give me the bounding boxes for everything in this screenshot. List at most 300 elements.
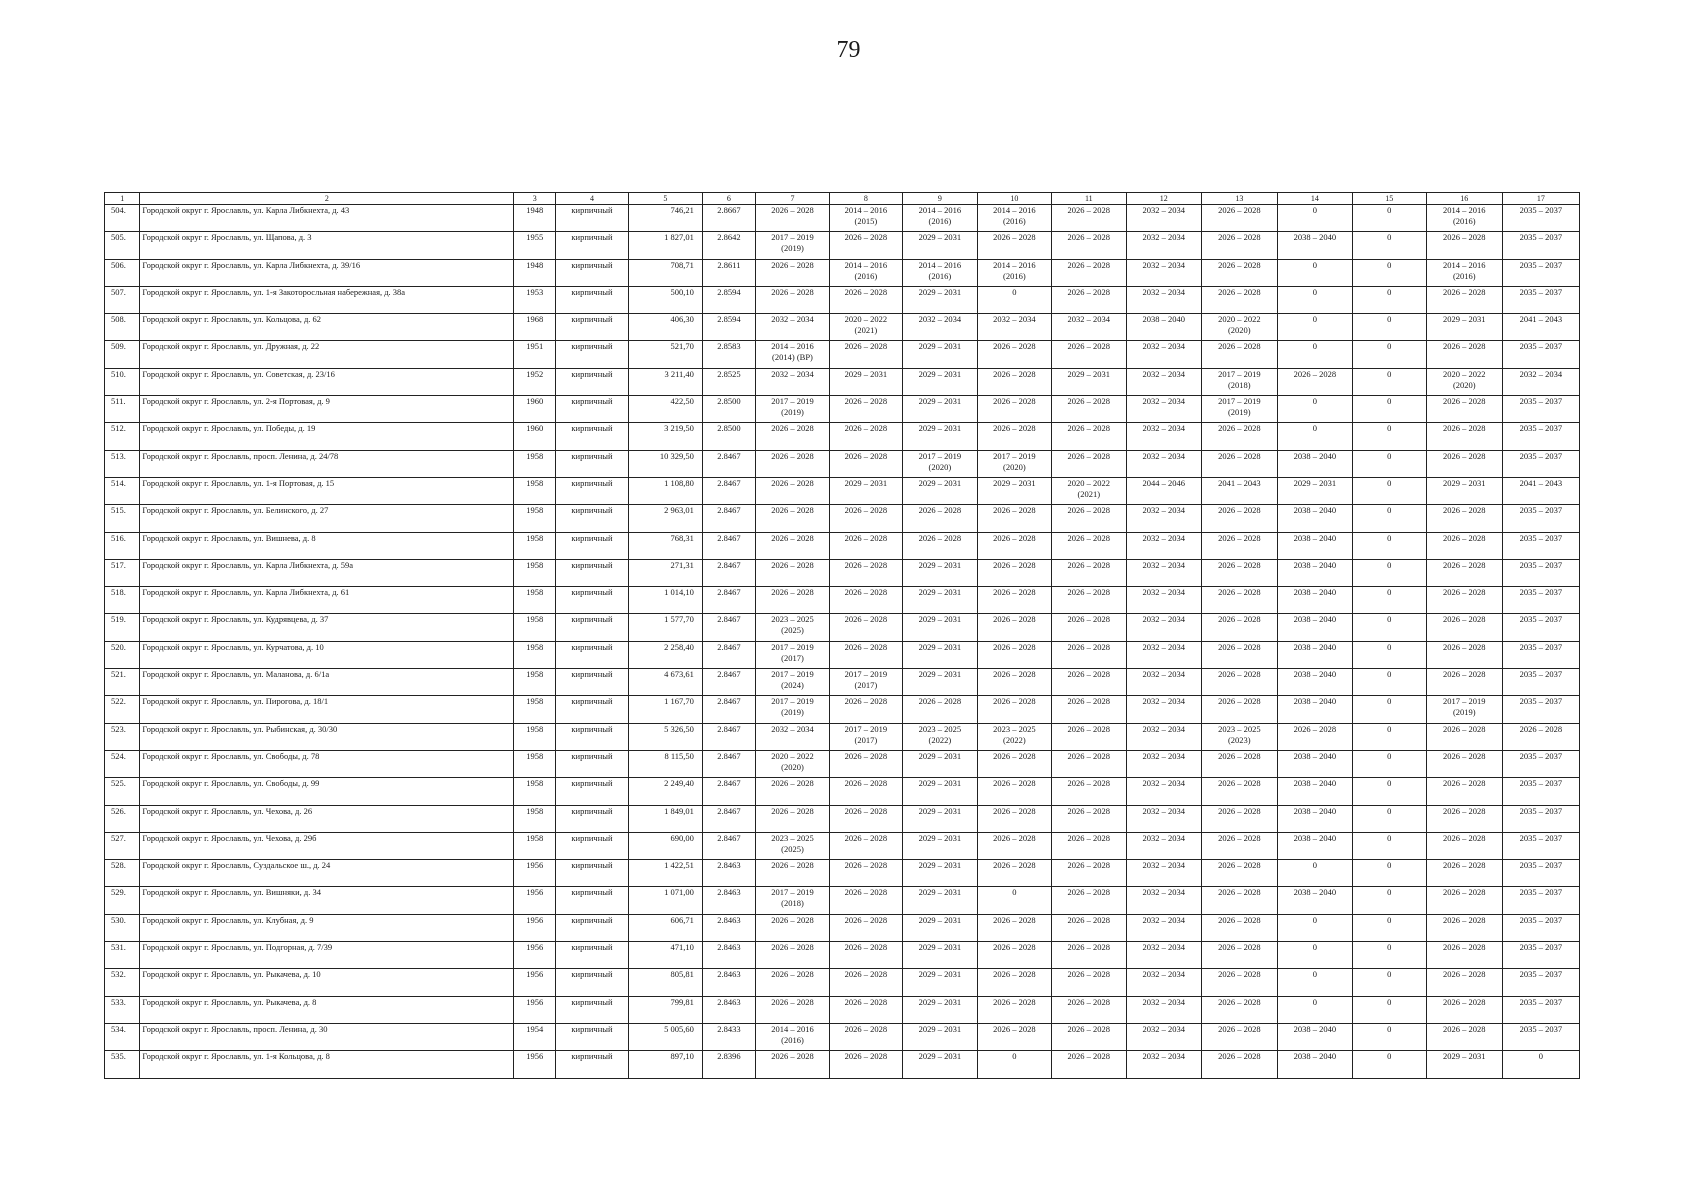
table-cell: 0 bbox=[1352, 1023, 1426, 1050]
table-cell: 2.8467 bbox=[702, 559, 755, 586]
table-cell: 2020 – 2022 (2020) bbox=[755, 750, 829, 777]
table-cell: 2038 – 2040 bbox=[1277, 532, 1352, 559]
column-number-15: 15 bbox=[1352, 193, 1426, 205]
table-cell: 2 249,40 bbox=[628, 778, 702, 805]
table-cell: 2.8594 bbox=[702, 286, 755, 313]
table-cell: кирпичный bbox=[556, 505, 629, 532]
table-cell: 2029 – 2031 bbox=[902, 1051, 977, 1078]
table-row bbox=[105, 614, 1580, 641]
table-row bbox=[105, 368, 1580, 395]
table-cell: 2026 – 2028 bbox=[977, 669, 1051, 696]
table-cell: кирпичный bbox=[556, 860, 629, 887]
table-cell: 2.8467 bbox=[702, 614, 755, 641]
table-cell: 2026 – 2028 bbox=[1426, 860, 1502, 887]
table-cell: 2032 – 2034 bbox=[1126, 1023, 1201, 1050]
table-cell: 2032 – 2034 bbox=[1126, 641, 1201, 668]
table-cell: 2035 – 2037 bbox=[1502, 778, 1579, 805]
table-cell: 2014 – 2016 (2016) bbox=[755, 1023, 829, 1050]
table-cell: 2026 – 2028 bbox=[977, 641, 1051, 668]
table-cell: Городской округ г. Ярославль, ул. 1-я Кольцова, д. 8 bbox=[140, 1051, 514, 1078]
table-cell: 2038 – 2040 bbox=[1277, 805, 1352, 832]
table-cell: 2026 – 2028 bbox=[1426, 805, 1502, 832]
table-cell: 2032 – 2034 bbox=[1126, 942, 1201, 969]
table-cell: 2026 – 2028 bbox=[829, 396, 902, 423]
table-cell: 1956 bbox=[514, 860, 556, 887]
table-cell: 2035 – 2037 bbox=[1502, 505, 1579, 532]
table-cell: 1 422,51 bbox=[628, 860, 702, 887]
table-cell: 2032 – 2034 bbox=[1126, 696, 1201, 723]
table-cell: 2035 – 2037 bbox=[1502, 942, 1579, 969]
table-cell: 2026 – 2028 bbox=[1051, 1051, 1126, 1078]
table-cell: 2029 – 2031 bbox=[902, 232, 977, 259]
table-row bbox=[105, 259, 1580, 286]
table-cell: Городской округ г. Ярославль, ул. 1-я Портовая, д. 15 bbox=[140, 477, 514, 504]
table-row bbox=[105, 860, 1580, 887]
table-cell: кирпичный bbox=[556, 477, 629, 504]
table-cell: 2026 – 2028 bbox=[1051, 778, 1126, 805]
table-cell: 2026 – 2028 bbox=[1051, 723, 1126, 750]
table-cell: 2026 – 2028 bbox=[1051, 860, 1126, 887]
table-cell: 2026 – 2028 bbox=[1426, 587, 1502, 614]
table-cell: 531. bbox=[105, 942, 140, 969]
table-cell: 0 bbox=[1352, 996, 1426, 1023]
table-cell: 0 bbox=[1277, 286, 1352, 313]
table-cell: 1958 bbox=[514, 750, 556, 777]
table-cell: 897,10 bbox=[628, 1051, 702, 1078]
table-cell: Городской округ г. Ярославль, ул. Пирогова, д. 18/1 bbox=[140, 696, 514, 723]
table-cell: 2014 – 2016 (2016) bbox=[977, 259, 1051, 286]
table-cell: 2032 – 2034 bbox=[755, 314, 829, 341]
table-cell: 2035 – 2037 bbox=[1502, 341, 1579, 368]
table-cell: 1958 bbox=[514, 778, 556, 805]
column-number-3: 3 bbox=[514, 193, 556, 205]
table-cell: 1 071,00 bbox=[628, 887, 702, 914]
table-cell: 2026 – 2028 bbox=[829, 423, 902, 450]
table-cell: 2035 – 2037 bbox=[1502, 887, 1579, 914]
table-cell: 506. bbox=[105, 259, 140, 286]
table-cell: Городской округ г. Ярославль, ул. Дружная, д. 22 bbox=[140, 341, 514, 368]
table-cell: 1958 bbox=[514, 587, 556, 614]
table-row bbox=[105, 832, 1580, 859]
table-cell: 526. bbox=[105, 805, 140, 832]
table-cell: 2038 – 2040 bbox=[1277, 778, 1352, 805]
table-cell: 1952 bbox=[514, 368, 556, 395]
table-cell: 524. bbox=[105, 750, 140, 777]
table-cell: 2026 – 2028 bbox=[1051, 669, 1126, 696]
table-cell: 1951 bbox=[514, 341, 556, 368]
table-cell: 1 577,70 bbox=[628, 614, 702, 641]
table-cell: 2026 – 2028 bbox=[1051, 259, 1126, 286]
column-number-4: 4 bbox=[556, 193, 629, 205]
table-cell: 2026 – 2028 bbox=[1201, 860, 1277, 887]
table-cell: 2020 – 2022 (2021) bbox=[829, 314, 902, 341]
table-cell: 2017 – 2019 (2017) bbox=[755, 641, 829, 668]
table-cell: 2.8525 bbox=[702, 368, 755, 395]
table-cell: 0 bbox=[1352, 205, 1426, 232]
table-cell: 2029 – 2031 bbox=[902, 396, 977, 423]
table-cell: 2026 – 2028 bbox=[977, 942, 1051, 969]
table-row bbox=[105, 423, 1580, 450]
table-cell: 0 bbox=[977, 887, 1051, 914]
table-cell: 1 108,80 bbox=[628, 477, 702, 504]
table-cell: 2026 – 2028 bbox=[1426, 614, 1502, 641]
table-cell: 2032 – 2034 bbox=[1126, 860, 1201, 887]
table-cell: 2026 – 2028 bbox=[829, 832, 902, 859]
table-cell: 2026 – 2028 bbox=[902, 505, 977, 532]
table-row bbox=[105, 286, 1580, 313]
table-cell: 512. bbox=[105, 423, 140, 450]
column-number-17: 17 bbox=[1502, 193, 1579, 205]
table-cell: 2026 – 2028 bbox=[977, 969, 1051, 996]
column-number-13: 13 bbox=[1201, 193, 1277, 205]
table-cell: 2032 – 2034 bbox=[1126, 423, 1201, 450]
table-cell: Городской округ г. Ярославль, ул. Карла Либкнехта, д. 61 bbox=[140, 587, 514, 614]
table-cell: 2026 – 2028 bbox=[1426, 669, 1502, 696]
table-cell: 0 bbox=[1352, 641, 1426, 668]
table-cell: 2.8467 bbox=[702, 641, 755, 668]
table-cell: 10 329,50 bbox=[628, 450, 702, 477]
table-row bbox=[105, 1023, 1580, 1050]
table-cell: 2026 – 2028 bbox=[1426, 887, 1502, 914]
table-cell: 1954 bbox=[514, 1023, 556, 1050]
table-cell: 2026 – 2028 bbox=[1051, 996, 1126, 1023]
table-cell: 1956 bbox=[514, 969, 556, 996]
table-row bbox=[105, 750, 1580, 777]
table-cell: 2026 – 2028 bbox=[755, 559, 829, 586]
table-cell: 746,21 bbox=[628, 205, 702, 232]
table-cell: Городской округ г. Ярославль, ул. Курчатова, д. 10 bbox=[140, 641, 514, 668]
table-cell: 2014 – 2016 (2016) bbox=[829, 259, 902, 286]
table-cell: 2032 – 2034 bbox=[1502, 368, 1579, 395]
column-number-12: 12 bbox=[1126, 193, 1201, 205]
table-cell: 2026 – 2028 bbox=[977, 750, 1051, 777]
table-cell: 1960 bbox=[514, 423, 556, 450]
table-cell: 2029 – 2031 bbox=[902, 750, 977, 777]
table-cell: кирпичный bbox=[556, 341, 629, 368]
table-cell: 0 bbox=[1352, 559, 1426, 586]
table-cell: 0 bbox=[1277, 259, 1352, 286]
table-cell: 2026 – 2028 bbox=[1201, 750, 1277, 777]
table-cell: 2038 – 2040 bbox=[1277, 232, 1352, 259]
column-number-1: 1 bbox=[105, 193, 140, 205]
page-number: 79 bbox=[836, 37, 861, 63]
table-cell: 2026 – 2028 bbox=[1051, 887, 1126, 914]
table-row bbox=[105, 723, 1580, 750]
table-row bbox=[105, 477, 1580, 504]
table-cell: 768,31 bbox=[628, 532, 702, 559]
table-cell: 2.8467 bbox=[702, 450, 755, 477]
table-cell: 2017 – 2019 (2018) bbox=[755, 887, 829, 914]
column-number-5: 5 bbox=[628, 193, 702, 205]
table-cell: 2.8433 bbox=[702, 1023, 755, 1050]
table-cell: 2035 – 2037 bbox=[1502, 286, 1579, 313]
table-cell: 0 bbox=[1352, 723, 1426, 750]
table-cell: 2026 – 2028 bbox=[1201, 505, 1277, 532]
table-cell: 2026 – 2028 bbox=[1201, 969, 1277, 996]
table-cell: 2026 – 2028 bbox=[977, 832, 1051, 859]
table-cell: 2032 – 2034 bbox=[977, 314, 1051, 341]
table-cell: 2014 – 2016 (2016) bbox=[1426, 205, 1502, 232]
table-cell: 0 bbox=[1352, 423, 1426, 450]
table-cell: 8 115,50 bbox=[628, 750, 702, 777]
table-cell: 2029 – 2031 bbox=[902, 341, 977, 368]
table-cell: 2026 – 2028 bbox=[902, 532, 977, 559]
table-cell: 2026 – 2028 bbox=[1426, 750, 1502, 777]
table-cell: 2026 – 2028 bbox=[1201, 532, 1277, 559]
table-body bbox=[105, 205, 1580, 1079]
table-cell: 2026 – 2028 bbox=[977, 368, 1051, 395]
table-cell: 1956 bbox=[514, 1051, 556, 1078]
table-cell: 2017 – 2019 (2024) bbox=[755, 669, 829, 696]
table-cell: 606,71 bbox=[628, 914, 702, 941]
table-cell: 2014 – 2016 (2014) (ВР) bbox=[755, 341, 829, 368]
table-cell: 520. bbox=[105, 641, 140, 668]
table-cell: 2026 – 2028 bbox=[1201, 887, 1277, 914]
table-cell: 2.8467 bbox=[702, 532, 755, 559]
table-cell: 2.8467 bbox=[702, 696, 755, 723]
table-cell: 509. bbox=[105, 341, 140, 368]
table-row bbox=[105, 696, 1580, 723]
table-cell: кирпичный bbox=[556, 750, 629, 777]
table-cell: Городской округ г. Ярославль, ул. Победы, д. 19 bbox=[140, 423, 514, 450]
table-cell: 2026 – 2028 bbox=[1201, 286, 1277, 313]
table-cell: 525. bbox=[105, 778, 140, 805]
table-cell: 2026 – 2028 bbox=[977, 805, 1051, 832]
table-cell: 2026 – 2028 bbox=[1426, 232, 1502, 259]
table-row bbox=[105, 532, 1580, 559]
table-cell: 799,81 bbox=[628, 996, 702, 1023]
table-cell: Городской округ г. Ярославль, ул. Клубная, д. 9 bbox=[140, 914, 514, 941]
table-cell: 1955 bbox=[514, 232, 556, 259]
table-cell: 2026 – 2028 bbox=[829, 778, 902, 805]
table-cell: 2035 – 2037 bbox=[1502, 750, 1579, 777]
table-cell: 2026 – 2028 bbox=[1426, 450, 1502, 477]
table-cell: 516. bbox=[105, 532, 140, 559]
table-cell: 2014 – 2016 (2016) bbox=[902, 259, 977, 286]
table-cell: 2032 – 2034 bbox=[1126, 996, 1201, 1023]
table-cell: 2026 – 2028 bbox=[1201, 942, 1277, 969]
table-cell: 2029 – 2031 bbox=[902, 1023, 977, 1050]
table-cell: 2026 – 2028 bbox=[755, 259, 829, 286]
table-cell: 2.8463 bbox=[702, 996, 755, 1023]
table-cell: 2032 – 2034 bbox=[1126, 396, 1201, 423]
table-cell: 511. bbox=[105, 396, 140, 423]
table-row bbox=[105, 314, 1580, 341]
table-cell: 0 bbox=[1352, 450, 1426, 477]
table-cell: 521,70 bbox=[628, 341, 702, 368]
table-cell: 2026 – 2028 bbox=[829, 942, 902, 969]
column-number-8: 8 bbox=[829, 193, 902, 205]
table-cell: Городской округ г. Ярославль, ул. 1-я Закоторосльная набережная, д. 38а bbox=[140, 286, 514, 313]
table-cell: 0 bbox=[1352, 341, 1426, 368]
table-cell: 2026 – 2028 bbox=[829, 505, 902, 532]
table-cell: 2.8463 bbox=[702, 914, 755, 941]
table-cell: 2026 – 2028 bbox=[1051, 969, 1126, 996]
table-cell: 2029 – 2031 bbox=[902, 914, 977, 941]
column-number-2: 2 bbox=[140, 193, 514, 205]
table-cell: 2026 – 2028 bbox=[1502, 723, 1579, 750]
table-cell: 2029 – 2031 bbox=[902, 368, 977, 395]
table-cell: 2026 – 2028 bbox=[755, 860, 829, 887]
table-cell: 1958 bbox=[514, 559, 556, 586]
table-cell: 2026 – 2028 bbox=[755, 477, 829, 504]
table-cell: 2029 – 2031 bbox=[902, 286, 977, 313]
table-cell: 515. bbox=[105, 505, 140, 532]
table-cell: кирпичный bbox=[556, 723, 629, 750]
table-cell: 2014 – 2016 (2016) bbox=[1426, 259, 1502, 286]
table-cell: 2029 – 2031 bbox=[902, 969, 977, 996]
table-cell: 507. bbox=[105, 286, 140, 313]
table-cell: 2014 – 2016 (2015) bbox=[829, 205, 902, 232]
table-cell: 2026 – 2028 bbox=[1201, 423, 1277, 450]
table-cell: кирпичный bbox=[556, 232, 629, 259]
table-cell: 0 bbox=[1352, 232, 1426, 259]
table-cell: 2026 – 2028 bbox=[1426, 914, 1502, 941]
table-cell: 2.8467 bbox=[702, 669, 755, 696]
table-cell: 2 963,01 bbox=[628, 505, 702, 532]
table-cell: 2038 – 2040 bbox=[1277, 696, 1352, 723]
table-cell: 1948 bbox=[514, 205, 556, 232]
table-cell: 2029 – 2031 bbox=[902, 587, 977, 614]
table-cell: 2038 – 2040 bbox=[1277, 587, 1352, 614]
table-cell: 2029 – 2031 bbox=[902, 887, 977, 914]
table-cell: 2026 – 2028 bbox=[829, 914, 902, 941]
table-cell: 1956 bbox=[514, 996, 556, 1023]
table-cell: 2026 – 2028 bbox=[1277, 723, 1352, 750]
table-cell: 529. bbox=[105, 887, 140, 914]
table-cell: Городской округ г. Ярославль, просп. Ленина, д. 24/78 bbox=[140, 450, 514, 477]
table-cell: 2032 – 2034 bbox=[1126, 259, 1201, 286]
table-cell: 2.8467 bbox=[702, 805, 755, 832]
table-cell: 1956 bbox=[514, 914, 556, 941]
table-row bbox=[105, 396, 1580, 423]
table-cell: 2026 – 2028 bbox=[977, 587, 1051, 614]
table-cell: 1956 bbox=[514, 887, 556, 914]
table-cell: 0 bbox=[977, 286, 1051, 313]
table-cell: 0 bbox=[1352, 259, 1426, 286]
table-cell: 0 bbox=[1277, 996, 1352, 1023]
table-cell: 2026 – 2028 bbox=[1426, 532, 1502, 559]
table-cell: кирпичный bbox=[556, 450, 629, 477]
table-cell: 2026 – 2028 bbox=[1426, 396, 1502, 423]
table-cell: 528. bbox=[105, 860, 140, 887]
table-cell: 2026 – 2028 bbox=[1426, 641, 1502, 668]
table-cell: 2014 – 2016 (2016) bbox=[977, 205, 1051, 232]
table-cell: 2035 – 2037 bbox=[1502, 805, 1579, 832]
table-cell: 2.8463 bbox=[702, 887, 755, 914]
table-cell: 2017 – 2019 (2019) bbox=[1201, 396, 1277, 423]
table-cell: 1 827,01 bbox=[628, 232, 702, 259]
table-cell: 1958 bbox=[514, 696, 556, 723]
table-cell: 708,71 bbox=[628, 259, 702, 286]
table-cell: 2035 – 2037 bbox=[1502, 669, 1579, 696]
table-cell: 2026 – 2028 bbox=[902, 696, 977, 723]
table-cell: 2029 – 2031 bbox=[902, 805, 977, 832]
column-number-row bbox=[105, 193, 1580, 205]
table-cell: кирпичный bbox=[556, 914, 629, 941]
table-cell: 2.8667 bbox=[702, 205, 755, 232]
table-cell: 2029 – 2031 bbox=[902, 778, 977, 805]
table-cell: 2020 – 2022 (2021) bbox=[1051, 477, 1126, 504]
table-cell: Городской округ г. Ярославль, ул. 2-я Портовая, д. 9 bbox=[140, 396, 514, 423]
table-cell: 0 bbox=[1352, 614, 1426, 641]
column-number-6: 6 bbox=[702, 193, 755, 205]
table-cell: 271,31 bbox=[628, 559, 702, 586]
table-cell: 2026 – 2028 bbox=[1201, 1051, 1277, 1078]
table-row bbox=[105, 1051, 1580, 1078]
table-cell: 2032 – 2034 bbox=[755, 368, 829, 395]
table-cell: 2.8463 bbox=[702, 860, 755, 887]
table-cell: 2.8500 bbox=[702, 396, 755, 423]
table-cell: 2.8467 bbox=[702, 723, 755, 750]
table-cell: 2035 – 2037 bbox=[1502, 832, 1579, 859]
table-cell: 2032 – 2034 bbox=[1126, 450, 1201, 477]
table-cell: 2026 – 2028 bbox=[1201, 1023, 1277, 1050]
table-cell: 1958 bbox=[514, 450, 556, 477]
table-cell: Городской округ г. Ярославль, ул. Свободы, д. 78 bbox=[140, 750, 514, 777]
table-cell: 2032 – 2034 bbox=[1126, 341, 1201, 368]
table-cell: 2017 – 2019 (2019) bbox=[1426, 696, 1502, 723]
table-cell: 2035 – 2037 bbox=[1502, 914, 1579, 941]
table-cell: 5 326,50 bbox=[628, 723, 702, 750]
column-number-9: 9 bbox=[902, 193, 977, 205]
table-cell: 0 bbox=[1352, 778, 1426, 805]
table-cell: кирпичный bbox=[556, 205, 629, 232]
table-cell: 2026 – 2028 bbox=[977, 996, 1051, 1023]
table-cell: 517. bbox=[105, 559, 140, 586]
table-cell: 530. bbox=[105, 914, 140, 941]
table-cell: 2026 – 2028 bbox=[1426, 341, 1502, 368]
table-cell: 2026 – 2028 bbox=[1426, 286, 1502, 313]
table-cell: 2029 – 2031 bbox=[902, 641, 977, 668]
table-cell: 2026 – 2028 bbox=[1426, 423, 1502, 450]
table-cell: 2035 – 2037 bbox=[1502, 587, 1579, 614]
table-cell: 2014 – 2016 (2016) bbox=[902, 205, 977, 232]
table-cell: 2026 – 2028 bbox=[755, 423, 829, 450]
table-cell: 2.8463 bbox=[702, 969, 755, 996]
table-cell: 2026 – 2028 bbox=[829, 750, 902, 777]
table-cell: 2026 – 2028 bbox=[1051, 614, 1126, 641]
table-cell: 1953 bbox=[514, 286, 556, 313]
table-cell: 2.8467 bbox=[702, 750, 755, 777]
table-cell: 2026 – 2028 bbox=[977, 1023, 1051, 1050]
table-cell: 2032 – 2034 bbox=[1126, 723, 1201, 750]
table-cell: 2026 – 2028 bbox=[755, 1051, 829, 1078]
table-cell: 2026 – 2028 bbox=[1426, 1023, 1502, 1050]
column-number-10: 10 bbox=[977, 193, 1051, 205]
table-cell: 2026 – 2028 bbox=[829, 696, 902, 723]
table-cell: 1 014,10 bbox=[628, 587, 702, 614]
table-cell: 2026 – 2028 bbox=[1051, 205, 1126, 232]
table-cell: 2029 – 2031 bbox=[829, 368, 902, 395]
table-cell: 2032 – 2034 bbox=[1126, 587, 1201, 614]
table-cell: 2026 – 2028 bbox=[829, 805, 902, 832]
table-cell: 2032 – 2034 bbox=[1126, 669, 1201, 696]
table-cell: 2026 – 2028 bbox=[977, 559, 1051, 586]
table-cell: 2026 – 2028 bbox=[829, 996, 902, 1023]
table-row bbox=[105, 942, 1580, 969]
table-cell: 2.8467 bbox=[702, 477, 755, 504]
table-cell: 2026 – 2028 bbox=[1201, 205, 1277, 232]
table-cell: 2038 – 2040 bbox=[1277, 559, 1352, 586]
table-cell: 1 849,01 bbox=[628, 805, 702, 832]
table-cell: 2029 – 2031 bbox=[902, 559, 977, 586]
table-cell: 2026 – 2028 bbox=[977, 232, 1051, 259]
table-cell: 521. bbox=[105, 669, 140, 696]
table-cell: 1958 bbox=[514, 805, 556, 832]
table-cell: Городской округ г. Ярославль, ул. Щапова, д. 3 bbox=[140, 232, 514, 259]
table-cell: 1958 bbox=[514, 532, 556, 559]
